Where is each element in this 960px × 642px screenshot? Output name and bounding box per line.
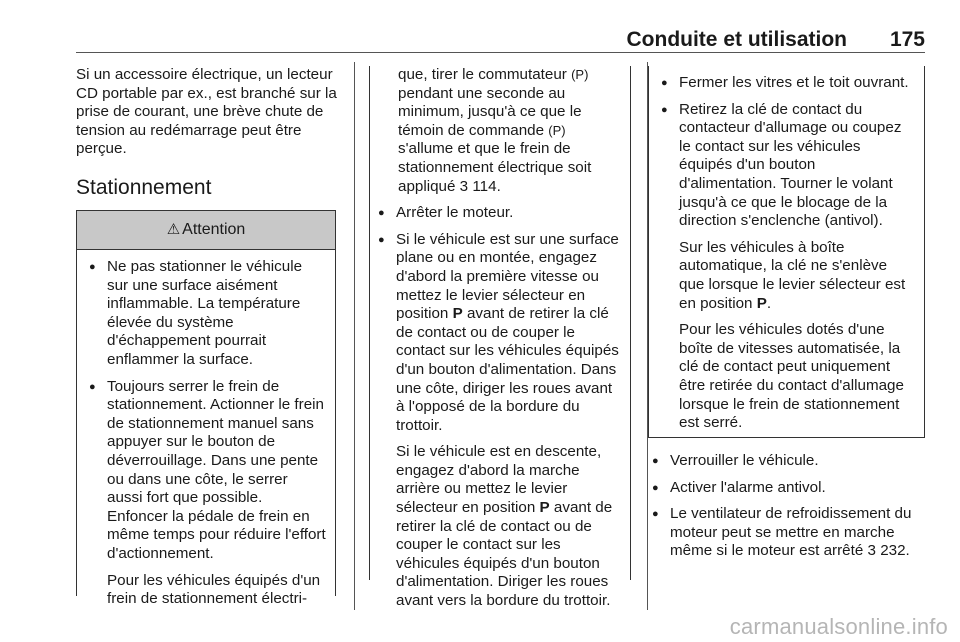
parking-brake-icon: (P) [548, 122, 566, 138]
column-1 [76, 66, 338, 159]
warning-continuation-right-rule [630, 66, 631, 580]
chapter-title: Conduite et utilisation [626, 28, 847, 51]
list-item: ● Verrouiller le véhicule. [648, 452, 925, 471]
intro-paragraph: Si un accessoire électrique, un lecteur CD portable par ex., est branché sur la prise de courant, une brève chute de tension au redémarrage peut être perçue. [76, 66, 337, 158]
list-item: ● Fermer les vitres et le toit ouvrant. [657, 74, 916, 93]
sub-paragraph: Si le véhicule est en descente, engagez d'abord la marche arrière ou mettez le levier sélecteur en position P avant de retirer la clé de contact ou de couper le contact sur les véhicules équipés d'un bouton d'alimentation. Diriger les roues avant vers la bordure du trottoir. [396, 443, 613, 610]
column-divider-1 [354, 62, 355, 610]
warning-continuation-left-rule [369, 66, 370, 580]
list-item: ● Retirez la clé de contact du contacteur d'allumage ou coupez le contact sur les véhicules équipés d'un bouton d'alimentation. Tourner le volant jusqu'à ce que le blocage de la direction s'enclenche (antivol). [657, 101, 916, 231]
section-title: Stationnement [76, 176, 212, 199]
column-3 [648, 452, 925, 569]
reference-arrow-icon: 3 [867, 542, 876, 560]
list-item: ● Activer l'alarme antivol. [648, 479, 925, 498]
reference-arrow-icon: 3 [459, 177, 469, 195]
column-2 [374, 66, 624, 619]
continuation-paragraph: que, tirer le commutateur (P) pendant une seconde au minimum, jusqu'à ce que le témoin de commande (P) s'allume et que le frein de stationnement électrique soit appliqué 3 114. [398, 66, 592, 195]
warning-body [77, 250, 335, 609]
list-item: ● Le ventilateur de refroidissement du moteur peut se mettre en marche même si le moteur est arrêté 3 232. [648, 505, 925, 561]
warning-item-1: ● Ne pas stationner le véhicule sur une surface aisément inflammable. La température élevée du système d'échappement pourrait enflammer la surface. [85, 258, 327, 370]
warning-header [77, 211, 335, 250]
page-header [76, 28, 925, 50]
warning-box-continuation [648, 66, 925, 438]
sub-paragraph: Pour les véhicules dotés d'une boîte de vitesses automatisée, la clé de contact peut uniquement être retirée du contact d'allumage lorsque le frein de stationnement est serré. [679, 321, 904, 432]
page-number: 175 [889, 28, 925, 51]
warning-triangle-icon: ⚠ [166, 221, 181, 238]
header-rule [76, 52, 925, 53]
warning-title: Attention [182, 221, 246, 238]
list-item: ● Arrêter le moteur. [374, 204, 624, 223]
watermark: carmanualsonline.info [729, 614, 948, 639]
list-item: ● Si le véhicule est sur une surface plane ou en montée, engagez d'abord la première vitesse ou mettez le levier sélecteur en position P avant de retirer la clé de contact ou de couper le contact sur les véhicules équipés d'un bouton d'alimentation. Dans une côte, diriger les roues avant à l'opposé de la bordure du trottoir. [374, 231, 624, 436]
warning-subparagraph: Pour les véhicules équipés d'un frein de stationnement électri- [107, 571, 321, 608]
sub-paragraph: Sur les véhicules à boîte automatique, la clé ne s'enlève que lorsque le levier sélecteur est en position P. [679, 238, 906, 312]
parking-brake-icon: (P) [571, 67, 589, 82]
warning-item-2: ● Toujours serrer le frein de stationnement. Actionner le frein de stationnement manuel sans appuyer sur le bouton de déverrouillage. Dans une pente ou dans une côte, le serrer aussi fort que possible. Enfoncer la pédale de frein en même temps pour réduire l'effort d'actionnement. [85, 378, 327, 564]
warning-box [76, 210, 336, 608]
